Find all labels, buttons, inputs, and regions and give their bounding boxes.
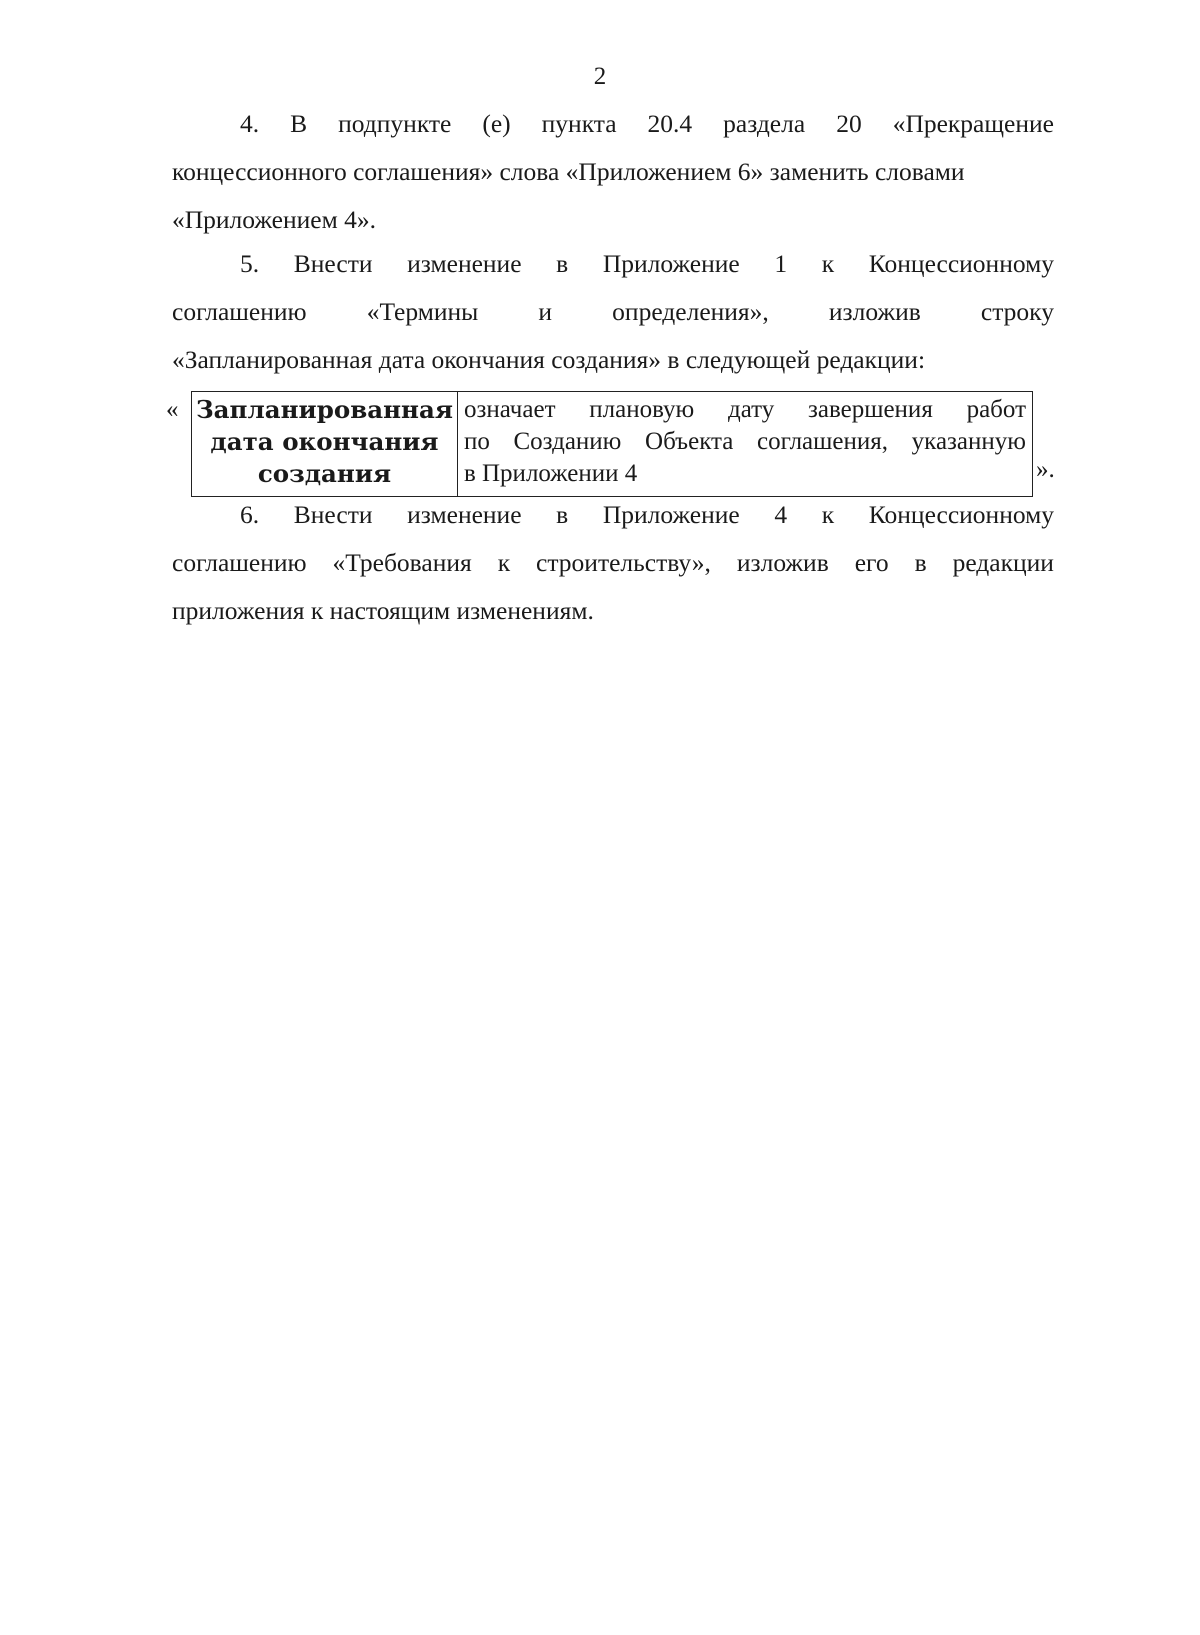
- word: 4.: [240, 109, 260, 138]
- term-line: создания: [257, 459, 392, 488]
- item-6-line-2: [172, 539, 1054, 587]
- word: изложив: [828, 297, 921, 326]
- word: В: [290, 109, 308, 138]
- term-line: дата окончания: [210, 427, 439, 456]
- word: Внести: [293, 500, 373, 529]
- term-definition-table: [191, 391, 1033, 497]
- quote-open: «: [166, 396, 179, 423]
- item-6-line-1: [172, 491, 1054, 539]
- word: 6.: [240, 500, 260, 529]
- word: изложив: [736, 548, 829, 577]
- word: в: [556, 500, 569, 529]
- word: (е): [482, 109, 511, 138]
- word: изменение: [407, 500, 522, 529]
- table-row: [192, 392, 1033, 497]
- word: 5.: [240, 249, 260, 278]
- word: к: [821, 500, 835, 529]
- word: соглашению: [172, 297, 307, 326]
- item-5-line-3: «Запланированная дата окончания создания» в следующей редакции:: [172, 345, 926, 374]
- word: к: [821, 249, 835, 278]
- word: 4: [774, 500, 788, 529]
- word: Приложение: [602, 500, 740, 529]
- word: Приложение: [602, 249, 740, 278]
- word: 20.4: [647, 109, 693, 138]
- item-4-line-3: «Приложением 4».: [172, 205, 376, 234]
- page-number: 2: [593, 63, 607, 90]
- item-4-line-1: [172, 100, 1054, 148]
- word: раздела: [723, 109, 806, 138]
- word: его: [854, 548, 889, 577]
- word: «Прекращение: [892, 109, 1054, 138]
- quote-close: ».: [1036, 456, 1055, 483]
- word: указанную: [911, 428, 1026, 455]
- paragraph-item-6: [172, 491, 1054, 635]
- word: в: [556, 249, 569, 278]
- word: изменение: [407, 249, 522, 278]
- word: Концессионному: [868, 249, 1054, 278]
- word: плановую: [589, 396, 695, 423]
- item-4-line-2: концессионного соглашения» слова «Приложением 6» заменить словами: [172, 157, 965, 186]
- word: Внести: [293, 249, 373, 278]
- word: 1: [774, 249, 788, 278]
- word: в: [914, 548, 927, 577]
- word: Объекта: [645, 428, 734, 455]
- definition-line-3: в Приложении 4: [463, 460, 638, 487]
- definition-line-1: [464, 394, 1026, 426]
- word: «Термины: [366, 297, 479, 326]
- term-cell: [192, 392, 458, 497]
- word: к: [497, 548, 511, 577]
- paragraph-item-4: [172, 100, 1054, 244]
- paragraph-item-5: [172, 240, 1054, 384]
- word: по: [463, 428, 490, 455]
- word: работ: [966, 396, 1026, 423]
- word: соглашению: [172, 548, 307, 577]
- word: определения»,: [612, 297, 769, 326]
- word: и: [538, 297, 553, 326]
- term-line: Запланированная: [196, 395, 453, 424]
- word: пункта: [541, 109, 617, 138]
- word: строку: [980, 297, 1054, 326]
- word: Созданию: [513, 428, 622, 455]
- word: соглашения,: [757, 428, 889, 455]
- word: 20: [836, 109, 862, 138]
- item-5-line-1: [172, 240, 1054, 288]
- word: означает: [463, 396, 556, 423]
- word: Концессионному: [868, 500, 1054, 529]
- item-6-line-3: приложения к настоящим изменениям.: [172, 596, 594, 625]
- definition-cell: [457, 392, 1032, 497]
- word: редакции: [952, 548, 1054, 577]
- word: «Требования: [332, 548, 472, 577]
- word: завершения: [807, 396, 933, 423]
- word: дату: [727, 396, 775, 423]
- word: подпункте: [338, 109, 452, 138]
- word: строительству»,: [536, 548, 711, 577]
- item-5-line-2: [172, 288, 1054, 336]
- definition-line-2: [464, 426, 1026, 458]
